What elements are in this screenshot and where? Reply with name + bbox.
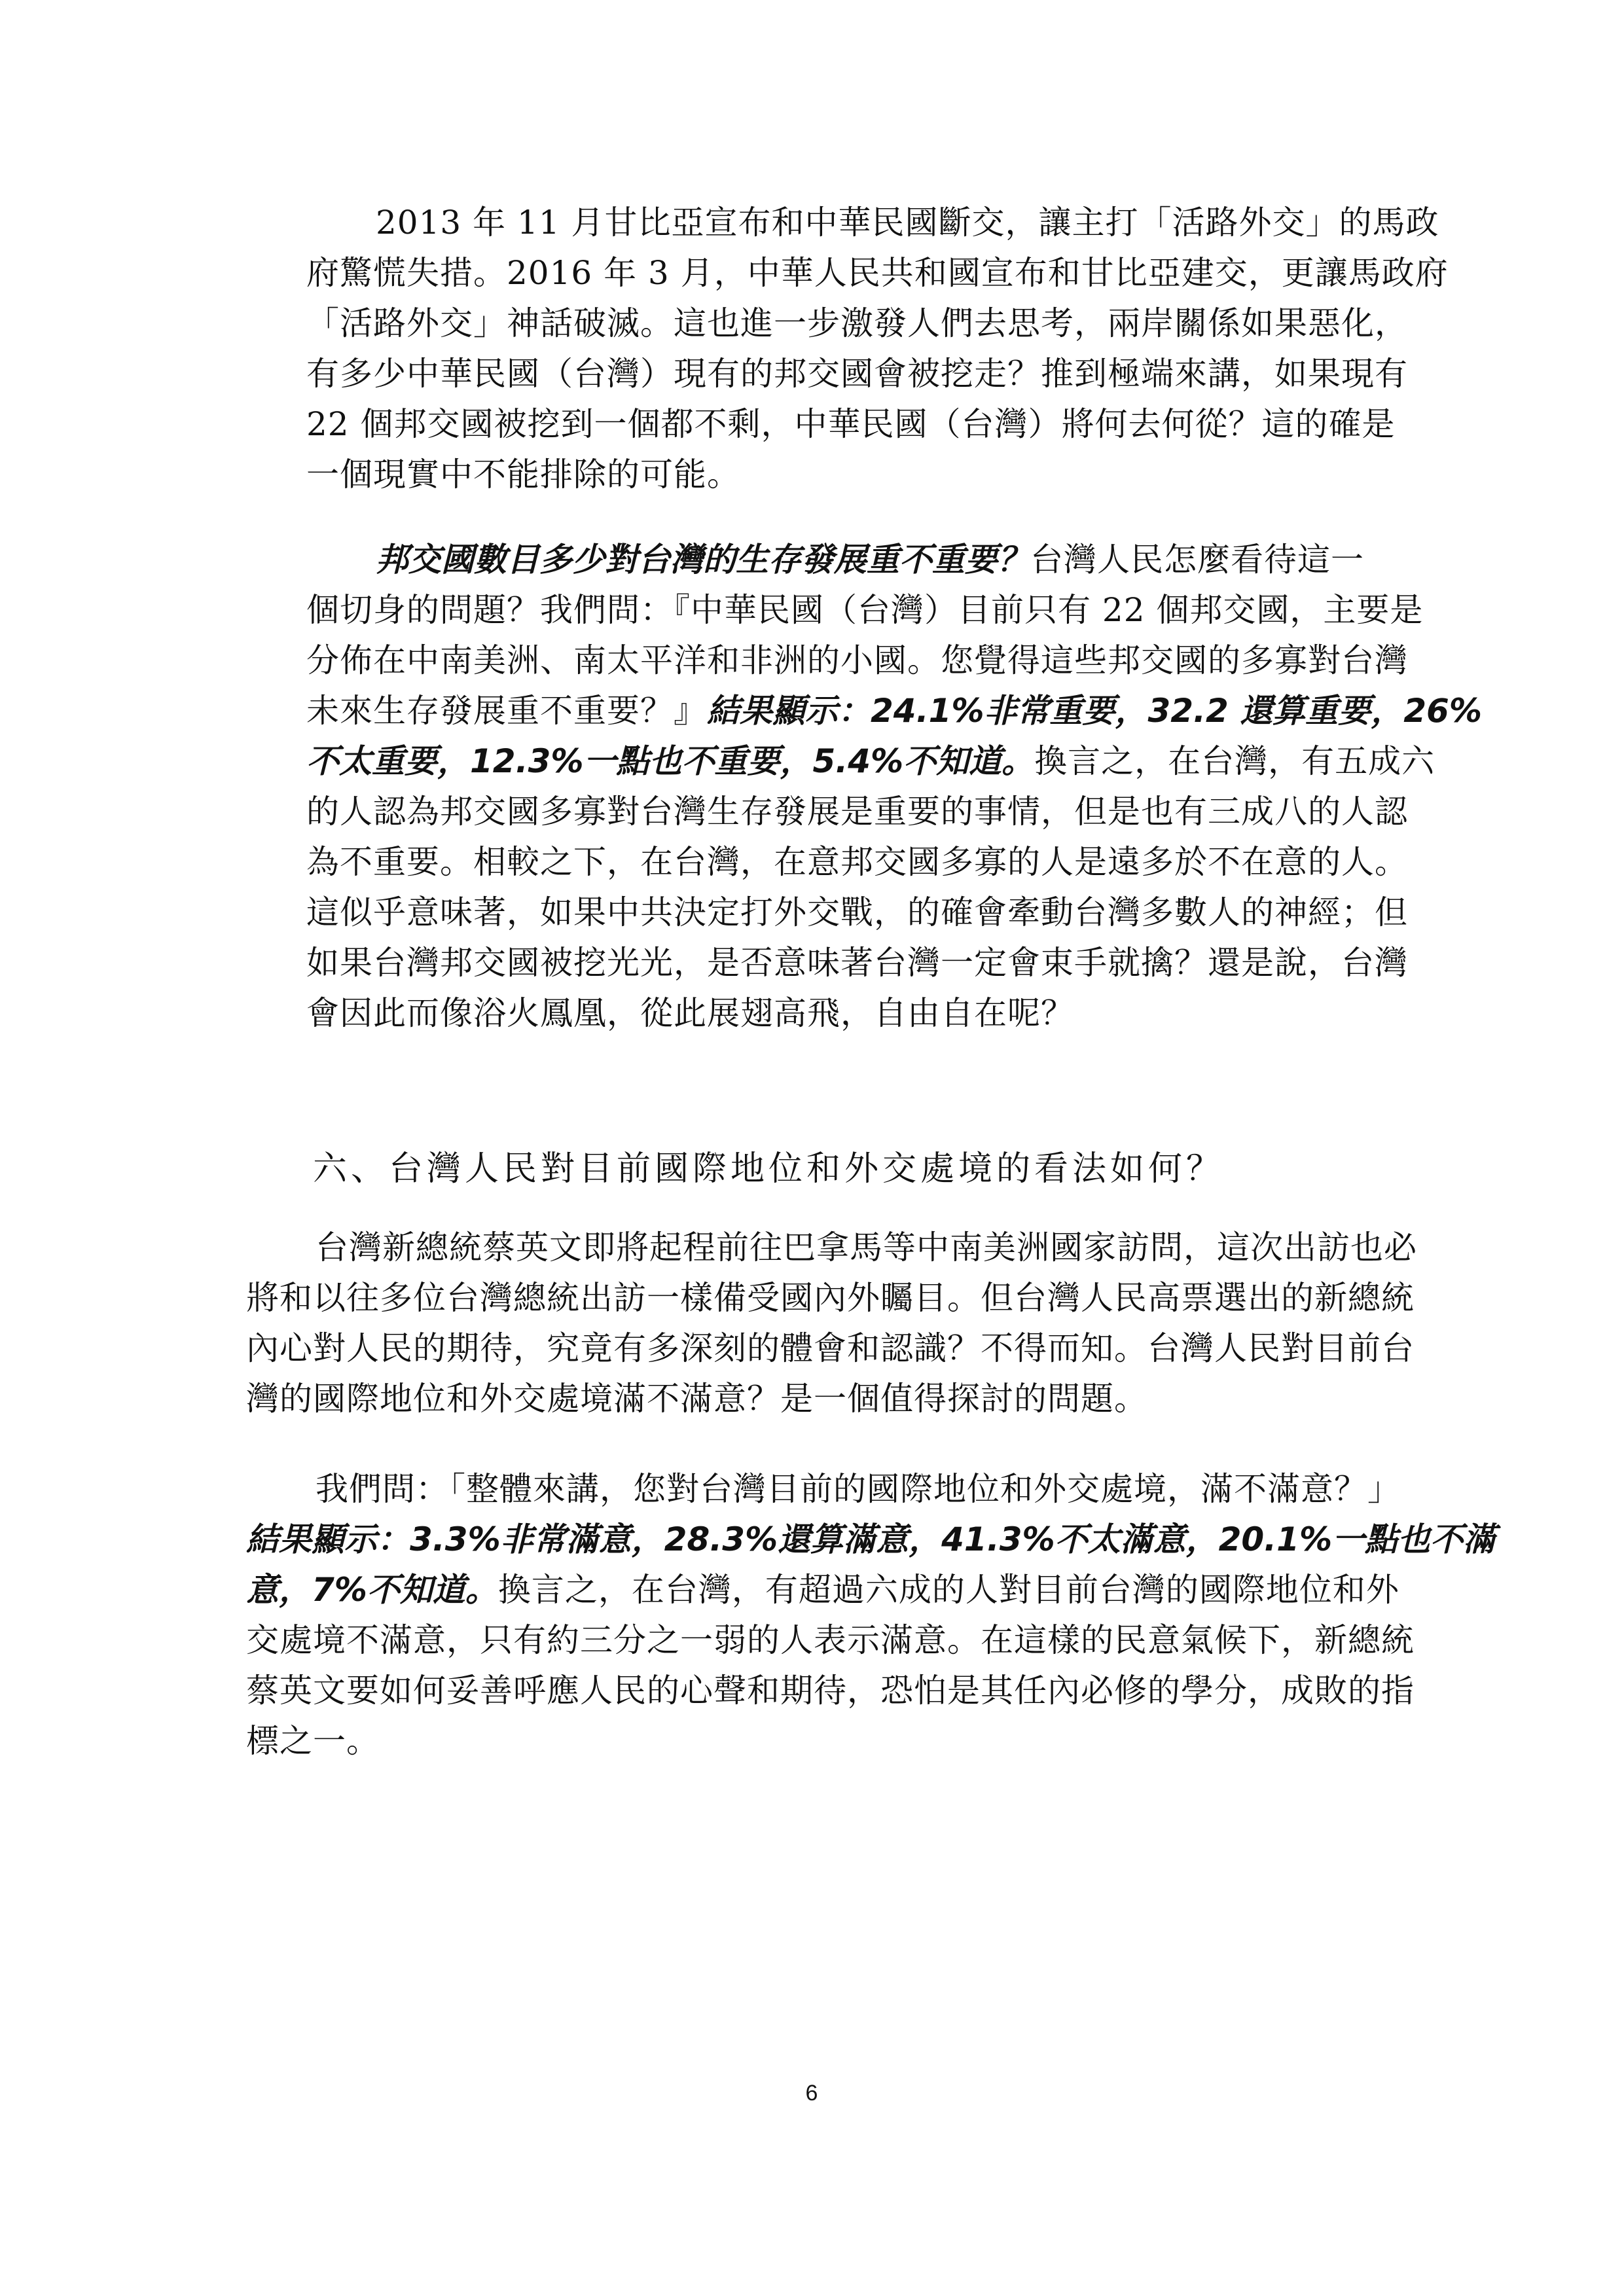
text-line: 台灣新總統蔡英文即將起程前往巴拿馬等中南美洲國家訪問，這次出訪也必 — [316, 1229, 1417, 1266]
text-line: 的人認為邦交國多寡對台灣生存發展是重要的事情，但是也有三成八的人認 — [306, 793, 1408, 831]
paragraph-satisfaction-survey — [246, 1464, 1496, 1767]
emphasized-result: 不太重要，12.3%一點也不重要，5.4%不知道。 — [306, 742, 1035, 780]
text-line: 「活路外交」神話破滅。這也進一步激發人們去思考，兩岸關係如果惡化， — [306, 304, 1408, 342]
text-line: 灣的國際地位和外交處境滿不滿意？是一個值得探討的問題。 — [246, 1380, 1147, 1418]
text-line: 我們問：「整體來講，您對台灣目前的國際地位和外交處境，滿不滿意？」 — [316, 1470, 1401, 1508]
text-run: 台灣人民怎麼看待這一 — [1030, 541, 1364, 579]
page-number: 6 — [805, 2081, 818, 2106]
text-line: 分佈在中南美洲、南太平洋和非洲的小國。您覺得這些邦交國的多寡對台灣 — [306, 641, 1408, 679]
text-line: 將和以往多位台灣總統出訪一樣備受國內外矚目。但台灣人民高票選出的新總統 — [246, 1279, 1415, 1317]
text-line: 府驚慌失措。2016 年 3 月，中華人民共和國宣布和甘比亞建交，更讓馬政府 — [306, 254, 1449, 292]
text-line: 會因此而像浴火鳳凰，從此展翅高飛，自由自在呢？ — [306, 994, 1074, 1032]
text-run: 換言之，在台灣，有五成六 — [1034, 742, 1435, 780]
text-line — [246, 1565, 1399, 1615]
paragraph-allies-importance — [306, 535, 1482, 1039]
paragraph-president-visit — [246, 1223, 1417, 1424]
text-line: 交處境不滿意，只有約三分之一弱的人表示滿意。在這樣的民意氣候下，新總統 — [246, 1621, 1415, 1659]
emphasized-result: 結果顯示：24.1%非常重要，32.2 還算重要，26% — [707, 692, 1482, 730]
text-line: 個切身的問題？我們問：『中華民國（台灣）目前只有 22 個邦交國，主要是 — [306, 591, 1424, 629]
section-heading: 六、台灣人民對目前國際地位和外交處境的看法如何？ — [313, 1149, 1225, 1189]
text-line: 一個現實中不能排除的可能。 — [306, 456, 740, 493]
text-line — [246, 1515, 1496, 1565]
text-line: 2013 年 11 月甘比亞宣布和中華民國斷交，讓主打「活路外交」的馬政 — [376, 204, 1439, 242]
text-line: 如果台灣邦交國被挖光光，是否意味著台灣一定會束手就擒？還是說，台灣 — [306, 944, 1408, 982]
text-line — [306, 535, 1365, 585]
text-line: 標之一。 — [246, 1722, 380, 1760]
text-line: 內心對人民的期待，究竟有多深刻的體會和認識？不得而知。台灣人民對目前台 — [246, 1329, 1415, 1367]
emphasized-question: 邦交國數目多少對台灣的生存發展重不重要？ — [376, 541, 1030, 579]
emphasized-result: 結果顯示：3.3%非常滿意，28.3%還算滿意，41.3%不太滿意，20.1%一點也不滿 — [246, 1520, 1496, 1558]
text-line: 為不重要。相較之下，在台灣，在意邦交國多寡的人是遠多於不在意的人。 — [306, 843, 1408, 881]
paragraph-gambia-diplomacy — [306, 198, 1449, 500]
text-line: 這似乎意味著，如果中共決定打外交戰，的確會牽動台灣多數人的神經；但 — [306, 893, 1408, 931]
text-line: 蔡英文要如何妥善呼應人民的心聲和期待，恐怕是其任內必修的學分，成敗的指 — [246, 1672, 1415, 1710]
text-run: 換言之，在台灣，有超過六成的人對目前台灣的國際地位和外 — [497, 1571, 1399, 1609]
text-line: 有多少中華民國（台灣）現有的邦交國會被挖走？推到極端來講，如果現有 — [306, 355, 1408, 393]
emphasized-result: 意，7%不知道。 — [246, 1571, 498, 1609]
text-line — [306, 686, 1482, 736]
text-run: 未來生存發展重不重要？』 — [306, 692, 707, 730]
text-line — [306, 736, 1435, 787]
text-line: 22 個邦交國被挖到一個都不剩，中華民國（台灣）將何去何從？這的確是 — [306, 405, 1396, 443]
